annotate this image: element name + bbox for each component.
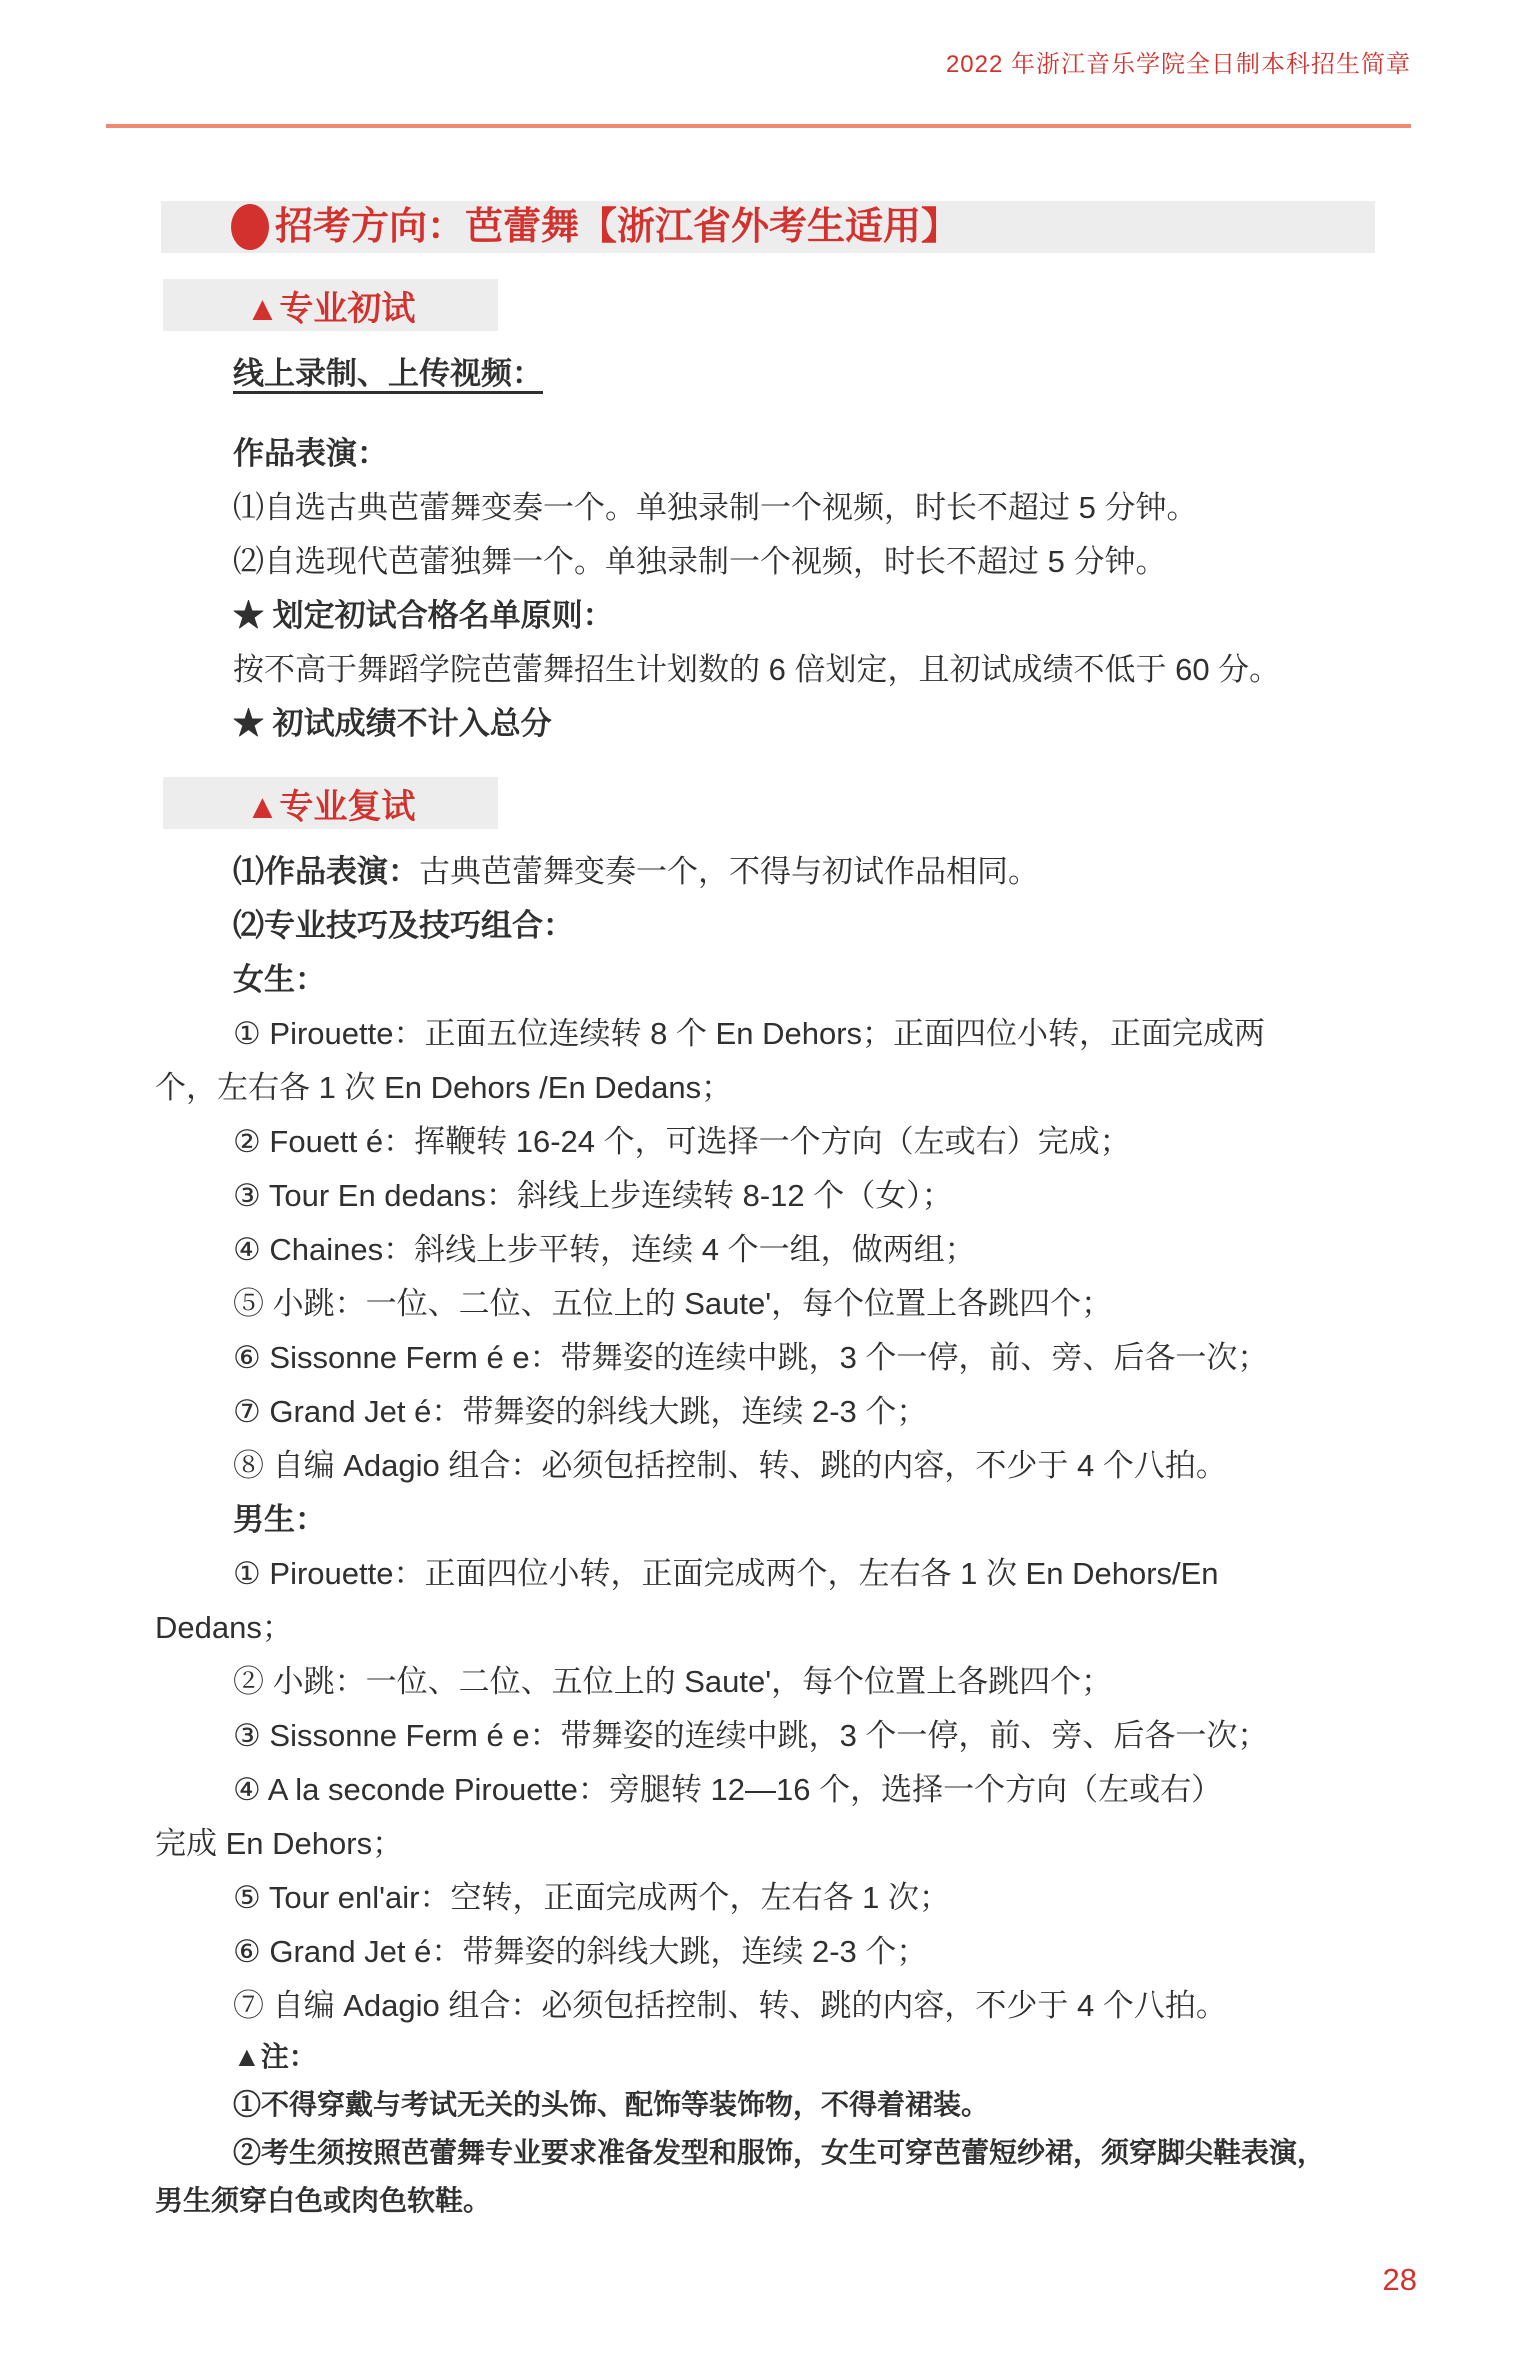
text-line: 完成 En Dehors；	[155, 1826, 404, 1861]
text-line: 线上录制、上传视频：	[233, 356, 543, 391]
running-header: 2022 年浙江音乐学院全日制本科招生简章	[945, 51, 1411, 78]
content-column	[155, 201, 1390, 2225]
text-line: 作品表演：	[233, 436, 388, 471]
section-banner-final: ▲专业复试	[163, 777, 498, 829]
header-rule	[106, 124, 1411, 128]
text-line: ★ 划定初试合格名单原则：	[233, 598, 614, 633]
text-line: ⑴作品表演：古典芭蕾舞变奏一个，不得与初试作品相同。	[233, 854, 1039, 889]
text-line: ①不得穿戴与考试无关的头饰、配饰等装饰物，不得着裙装。	[233, 2089, 990, 2120]
text-line: ⑦ Grand Jet é：带舞姿的斜线大跳，连续 2-3 个；	[233, 1394, 928, 1429]
text-line: ★ 初试成绩不计入总分	[233, 706, 552, 741]
text-line: ⑤ Tour enl'air：空转，正面完成两个，左右各 1 次；	[233, 1880, 950, 1915]
text-line: 男生须穿白色或肉色软鞋。	[155, 2185, 492, 2216]
text-line: ④ Chaines：斜线上步平转，连续 4 个一组，做两组；	[233, 1232, 976, 1267]
page-section-title	[161, 201, 1375, 253]
red-dot-icon	[231, 204, 269, 250]
text-line: ⑴自选古典芭蕾舞变奏一个。单独录制一个视频，时长不超过 5 分钟。	[233, 490, 1198, 525]
text-line: ④ A la seconde Pirouette：旁腿转 12—16 个，选择一个方向（左或右）	[233, 1772, 1223, 1807]
text-line: ① Pirouette：正面五位连续转 8 个 En Dehors；正面四位小转，正面完成两	[233, 1016, 1266, 1051]
page-section-title-text: 招考方向：芭蕾舞【浙江省外考生适用】	[275, 206, 960, 248]
text-line: ⑦ 自编 Adagio 组合：必须包括控制、转、跳的内容，不少于 4 个八拍。	[233, 1988, 1227, 2023]
text-line: 个，左右各 1 次 En Dehors /En Dedans；	[155, 1070, 733, 1105]
text-line-bold-prefix: ⑴作品表演：	[233, 854, 419, 889]
text-line: ② 小跳：一位、二位、五位上的 Saute'，每个位置上各跳四个；	[233, 1664, 1113, 1699]
text-line: ⑤ 小跳：一位、二位、五位上的 Saute'，每个位置上各跳四个；	[233, 1286, 1113, 1321]
text-line: ⑵专业技巧及技巧组合：	[233, 908, 574, 943]
page-number: 28	[1382, 2262, 1417, 2297]
text-line: ⑥ Grand Jet é：带舞姿的斜线大跳，连续 2-3 个；	[233, 1934, 928, 1969]
text-line: ⑧ 自编 Adagio 组合：必须包括控制、转、跳的内容，不少于 4 个八拍。	[233, 1448, 1227, 1483]
text-line: 女生：	[233, 962, 326, 997]
text-line: ① Pirouette：正面四位小转，正面完成两个，左右各 1 次 En Dehors/En	[233, 1556, 1219, 1591]
text-line: ② Fouett é：挥鞭转 16-24 个，可选择一个方向（左或右）完成；	[233, 1124, 1131, 1159]
text-line: ▲注：	[233, 2041, 317, 2072]
text-line: Dedans；	[155, 1610, 293, 1645]
section-banner-preliminary: ▲专业初试	[163, 279, 498, 331]
text-line: 按不高于舞蹈学院芭蕾舞招生计划数的 6 倍划定，且初试成绩不低于 60 分。	[233, 652, 1281, 687]
text-line: ③ Tour En dedans：斜线上步连续转 8-12 个（女）；	[233, 1178, 953, 1213]
text-line: 男生：	[233, 1502, 326, 1537]
text-line: ②考生须按照芭蕾舞专业要求准备发型和服饰，女生可穿芭蕾短纱裙，须穿脚尖鞋表演，	[233, 2137, 1326, 2168]
text-line: ③ Sissonne Ferm é e：带舞姿的连续中跳，3 个一停，前、旁、后各一次；	[233, 1718, 1269, 1753]
content-area	[155, 279, 1390, 2225]
text-line: ⑵自选现代芭蕾独舞一个。单独录制一个视频，时长不超过 5 分钟。	[233, 544, 1167, 579]
text-line: ⑥ Sissonne Ferm é e：带舞姿的连续中跳，3 个一停，前、旁、后各一次；	[233, 1340, 1269, 1375]
